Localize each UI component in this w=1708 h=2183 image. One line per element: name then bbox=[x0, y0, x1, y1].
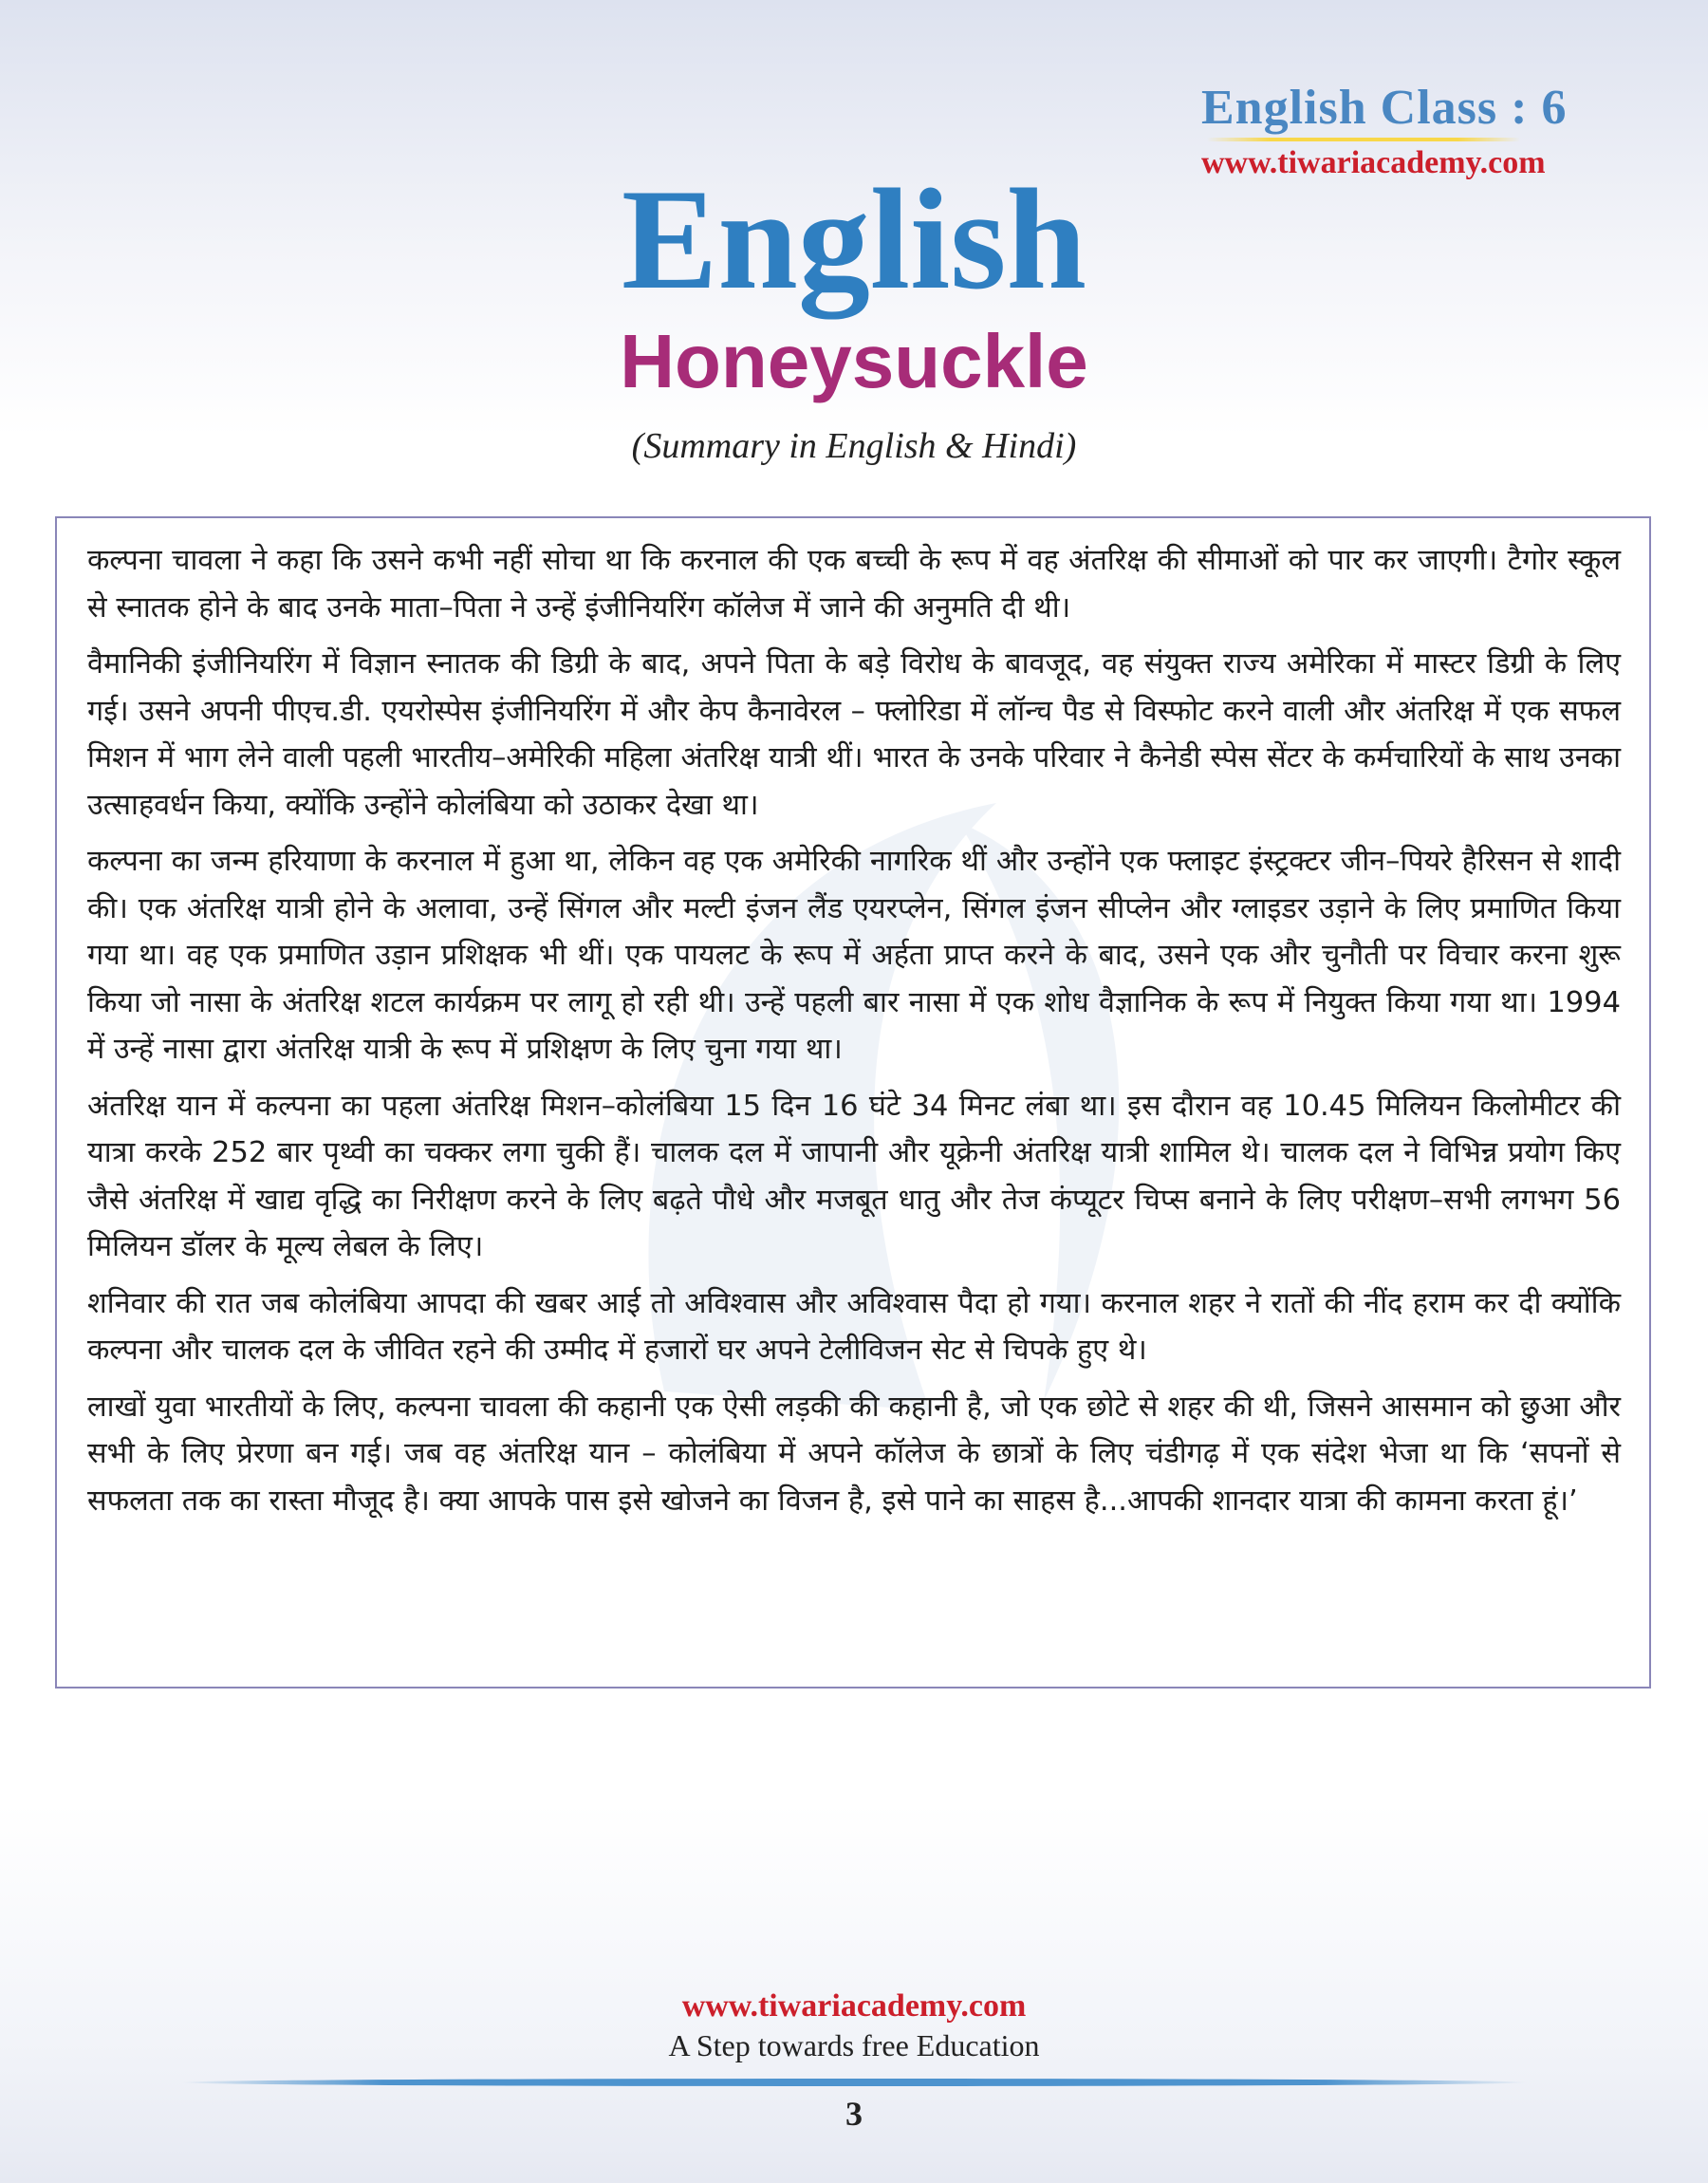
footer-divider bbox=[180, 2079, 1528, 2086]
class-underline bbox=[1207, 138, 1520, 141]
summary-paragraph: कल्पना का जन्म हरियाणा के करनाल में हुआ था, लेकिन वह एक अमेरिकी नागरिक थीं और उन्होंने एक फ्लाइट इंस्ट्रक्टर जीन–पियरे हैरिसन से शादी की। एक अंतरिक्ष यात्री होने के अलावा, उन्हें सिंगल और मल्टी इंजन लैंड एयरप्लेन, सिंगल इंजन सीप्लेन और ग्लाइडर उड़ाने के लिए प्रमाणित किया गया था। वह एक प्रमाणित उड़ान प्रशिक्षक भी थीं। एक पायलट के रूप में अर्हता प्राप्त करने के बाद, उसने एक और चुनौती पर विचार करना शुरू किया जो नासा के अंतरिक्ष शटल कार्यक्रम पर लागू हो रही थी। उन्हें पहली बार नासा में एक शोध वैज्ञानिक के रूप में नियुक्त किया गया था। 1994 में उन्हें नासा द्वारा अंतरिक्ष यात्री के रूप में प्रशिक्षण के लिए चुना गया था। bbox=[87, 845, 1621, 1066]
page-title: English bbox=[621, 159, 1087, 319]
summary-box bbox=[55, 516, 1651, 1689]
header-site-url[interactable]: www.tiwariacademy.com bbox=[1201, 145, 1546, 180]
class-label: English Class : 6 bbox=[1201, 81, 1568, 135]
book-subtitle: Honeysuckle bbox=[620, 319, 1088, 403]
summary-paragraph: वैमानिकी इंजीनियरिंग में विज्ञान स्नातक की डिग्री के बाद, अपने पिता के बड़े विरोध के बावजूद, वह संयुक्त राज्य अमेरिका में मास्टर डिग्री के लिए गई। उसने अपनी पीएच.डी. एयरोस्पेस इंजीनियरिंग में और केप कैनावेरल – फ्लोरिडा में लॉन्च पैड से विस्फोट करने वाली और अंतरिक्ष में एक सफल मिशन में भाग लेने वाली पहली भारतीय–अमेरिकी महिला अंतरिक्ष यात्री थीं। भारत के उनके परिवार ने कैनेडी स्पेस सेंटर के कर्मचारियों के साथ उनका उत्साहवर्धन किया, क्योंकि उन्होंने कोलंबिया को उठाकर देखा था। bbox=[87, 647, 1621, 822]
footer-site-url[interactable]: www.tiwariacademy.com bbox=[681, 1988, 1027, 2024]
summary-paragraph: लाखों युवा भारतीयों के लिए, कल्पना चावला की कहानी एक ऐसी लड़की की कहानी है, जो एक छोटे से शहर की थी, जिसने आसमान को छुआ और सभी के लिए प्रेरणा बन गई। जब वह अंतरिक्ष यान – कोलंबिया में अपने कॉलेज के छात्रों के लिए चंडीगढ़ में एक संदेश भेजा था कि ‘सपनों से सफलता तक का रास्ता मौजूद है। क्या आपके पास इसे खोजने का विजन है, इसे पाने का साहस है...आपकी शानदार यात्रा की कामना करता हूं।’ bbox=[87, 1390, 1621, 1518]
summary-paragraph: अंतरिक्ष यान में कल्पना का पहला अंतरिक्ष मिशन–कोलंबिया 15 दिन 16 घंटे 34 मिनट लंबा था। इस दौरान वह 10.45 मिलियन किलोमीटर की यात्रा करके 252 बार पृथ्वी का चक्कर लगा चुकी हैं। चालक दल में जापानी और यूक्रेनी अंतरिक्ष यात्री शामिल थे। चालक दल ने विभिन्न प्रयोग किए जैसे अंतरिक्ष में खाद्य वृद्धि का निरीक्षण करने के लिए बढ़ते पौधे और मजबूत धातु और तेज कंप्यूटर चिप्स बनाने के लिए परीक्षण–सभी लगभग 56 मिलियन डॉलर के मूल्य लेबल के लिए। bbox=[87, 1089, 1621, 1263]
summary-paragraph: कल्पना चावला ने कहा कि उसने कभी नहीं सोचा था कि करनाल की एक बच्ची के रूप में वह अंतरिक्ष की सीमाओं को पार कर जाएगी। टैगोर स्कूल से स्नातक होने के बाद उनके माता–पिता ने उन्हें इंजीनियरिंग कॉलेज में जाने की अनुमति दी थी। bbox=[87, 544, 1621, 625]
summary-caption: (Summary in English & Hindi) bbox=[631, 426, 1077, 466]
page-number: 3 bbox=[845, 2095, 863, 2133]
footer-tagline: A Step towards free Education bbox=[668, 2028, 1040, 2062]
summary-paragraph: शनिवार की रात जब कोलंबिया आपदा की खबर आई तो अविश्वास और अविश्वास पैदा हो गया। करनाल शहर ने रातों की नींद हराम कर दी क्योंकि कल्पना और चालक दल के जीवित रहने की उम्मीद में हजारों घर अपने टेलीविजन सेट से चिपके हुए थे। bbox=[87, 1286, 1621, 1367]
